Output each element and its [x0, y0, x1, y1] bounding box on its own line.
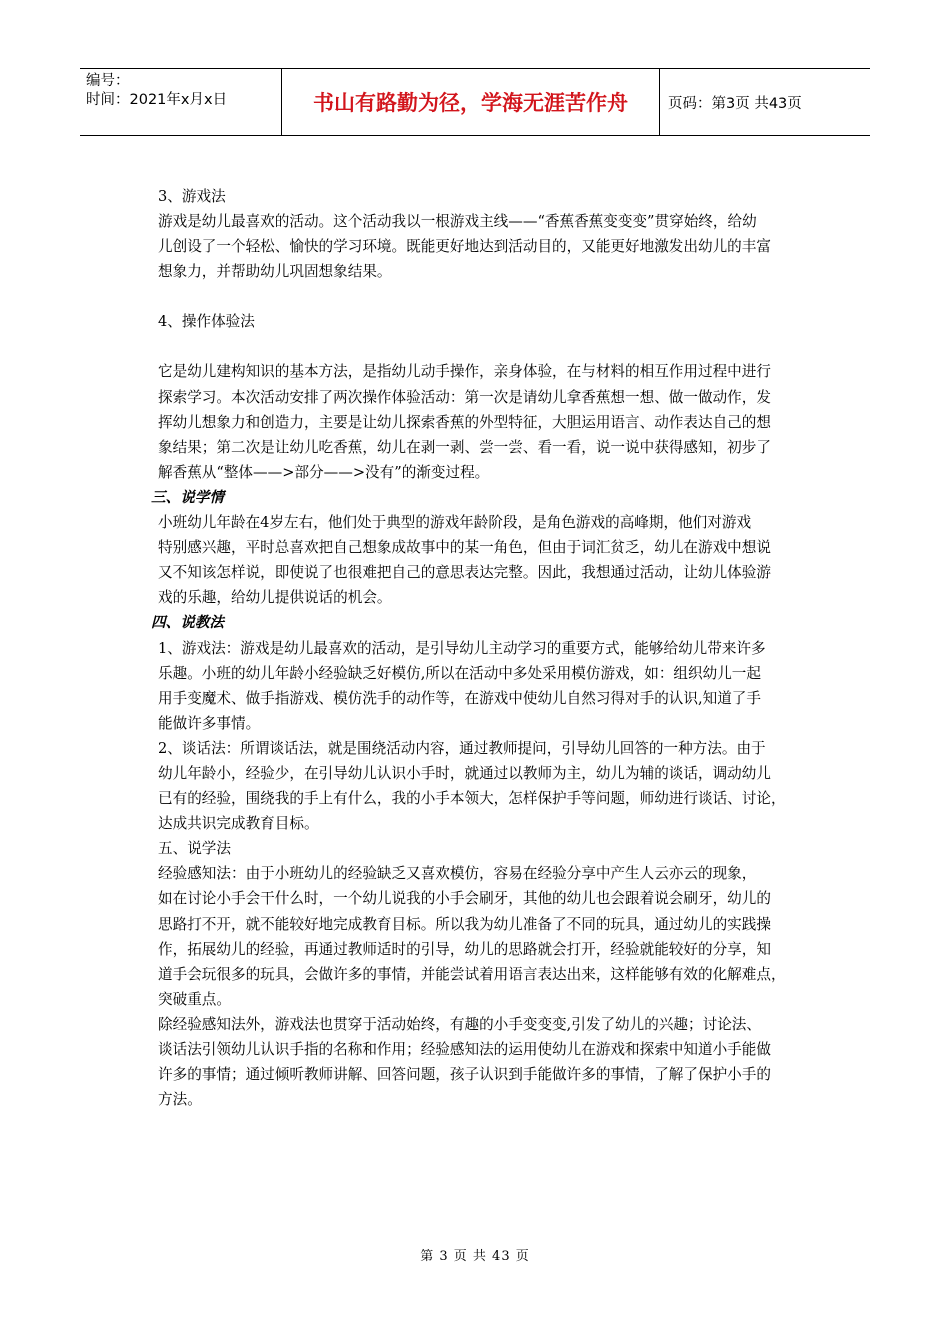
- header-motto: 书山有路勤为径，学海无涯苦作舟: [282, 69, 660, 135]
- section-heading-teaching-method: 四、说教法: [151, 614, 224, 632]
- time-label: 时间：2021年x月x日: [86, 92, 228, 108]
- paragraph-line: 2、谈话法：所谓谈话法，就是围绕活动内容，通过教师提问，引导幼儿回答的一种方法。由于: [158, 739, 766, 757]
- paragraph-line: 经验感知法：由于小班幼儿的经验缺乏又喜欢模仿，容易在经验分享中产生人云亦云的现象，: [158, 865, 757, 883]
- paragraph-line: 特别感兴趣，平时总喜欢把自己想象成故事中的某一角色，但由于词汇贫乏，幼儿在游戏中想说: [158, 539, 771, 557]
- subsection-title-operation-method: 4、操作体验法: [158, 313, 255, 331]
- paragraph-line: 幼儿年龄小，经验少，在引导幼儿认识小手时，就通过以教师为主，幼儿为辅的谈话，调动幼儿: [158, 764, 771, 782]
- code-label: 编号：: [86, 73, 130, 89]
- paragraph-line: 已有的经验，围绕我的手上有什么，我的小手本领大，怎样保护手等问题，师幼进行谈话、讨论，: [158, 790, 786, 808]
- document-body: [151, 184, 872, 1112]
- section-heading-learning-situation: 三、说学情: [151, 488, 224, 506]
- paragraph-line: 想象力，并帮助幼儿巩固想象结果。: [158, 263, 392, 281]
- paragraph-line: 游戏是幼儿最喜欢的活动。这个活动我以一根游戏主线——“香蕉香蕉变变变”贯穿始终，给幼: [158, 213, 757, 231]
- page-header: [80, 68, 870, 136]
- paragraph-line: 1、游戏法：游戏是幼儿最喜欢的活动，是引导幼儿主动学习的重要方式，能够给幼儿带来许多: [158, 639, 766, 657]
- paragraph-line: 小班幼儿年龄在4岁左右，他们处于典型的游戏年龄阶段，是角色游戏的高峰期，他们对游戏: [158, 514, 752, 532]
- paragraph-line: 思路打不开，就不能较好地完成教育目标。所以我为幼儿准备了不同的玩具，通过幼儿的实践操: [158, 915, 771, 933]
- paragraph-line: 如在讨论小手会干什么时，一个幼儿说我的小手会刷牙，其他的幼儿也会跟着说会刷牙，幼儿的: [158, 890, 771, 908]
- paragraph-line: 能做许多事情。: [158, 714, 261, 732]
- paragraph-line: 挥幼儿想象力和创造力，主要是让幼儿探索香蕉的外型特征，大胆运用语言、动作表达自己的想: [158, 413, 771, 431]
- paragraph-line: 许多的事情；通过倾听教师讲解、回答问题，孩子认识到手能做许多的事情，了解了保护小手的: [158, 1066, 771, 1084]
- paragraph-line: 突破重点。: [158, 990, 231, 1008]
- subsection-title-game-method: 3、游戏法: [158, 188, 226, 205]
- paragraph-line: 除经验感知法外，游戏法也贯穿于活动始终，有趣的小手变变变,引发了幼儿的兴趣；讨论法、: [158, 1015, 761, 1033]
- paragraph-line: 探索学习。本次活动安排了两次操作体验活动：第一次是请幼儿拿香蕉想一想、做一做动作，发: [158, 388, 771, 406]
- paragraph-line: 道手会玩很多的玩具，会做许多的事情，并能尝试着用语言表达出来，这样能够有效的化解难点，: [158, 965, 786, 983]
- paragraph-line: 又不知该怎样说，即使说了也很难把自己的意思表达完整。因此，我想通过活动，让幼儿体验游: [158, 564, 771, 582]
- paragraph-line: 作，拓展幼儿的经验，再通过教师适时的引导，幼儿的思路就会打开，经验就能较好的分享，知: [158, 940, 771, 958]
- paragraph-line: 用手变魔术、做手指游戏、模仿洗手的动作等，在游戏中使幼儿自然习得对手的认识,知道了手: [158, 689, 761, 707]
- header-info-cell: [80, 69, 282, 135]
- paragraph-line: 达成共识完成教育目标。: [158, 815, 319, 833]
- section-heading-learning-method: 五、说学法: [158, 840, 231, 858]
- paragraph-line: 解香蕉从“整体——>部分——>没有”的渐变过程。: [158, 463, 490, 481]
- header-page-info: 页码：第3页 共43页: [668, 95, 802, 112]
- paragraph-line: 乐趣。小班的幼儿年龄小经验缺乏好模仿,所以在活动中多处采用模仿游戏，如：组织幼儿一起: [158, 664, 761, 682]
- paragraph-line: 它是幼儿建构知识的基本方法，是指幼儿动手操作，亲身体验，在与材料的相互作用过程中进行: [158, 363, 771, 381]
- paragraph-line: 戏的乐趣，给幼儿提供说话的机会。: [158, 589, 392, 607]
- paragraph-line: 象结果；第二次是让幼儿吃香蕉，幼儿在剥一剥、尝一尝、看一看，说一说中获得感知，初步了: [158, 438, 771, 456]
- paragraph-line: 谈话法引领幼儿认识手指的名称和作用；经验感知法的运用使幼儿在游戏和探索中知道小手能做: [158, 1041, 771, 1058]
- paragraph-line: 方法。: [158, 1091, 202, 1109]
- page-footer: 第 3 页 共 43 页: [420, 1249, 530, 1264]
- paragraph-line: 儿创设了一个轻松、愉快的学习环境。既能更好地达到活动目的，又能更好地激发出幼儿的丰富: [158, 238, 771, 256]
